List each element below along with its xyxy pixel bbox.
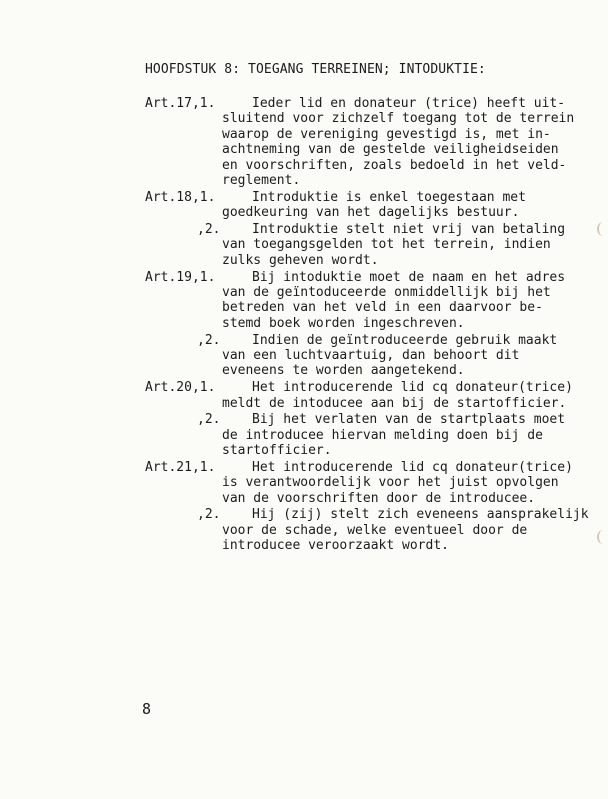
article-text-line: Het introducerende lid cq donateur(trice) — [252, 459, 573, 475]
chapter-heading: HOOFDSTUK 8: TOEGANG TERREINEN; INTODUKTIE: — [145, 62, 486, 77]
article-text-line: en voorschriften, zoals bedoeld in het veld- — [222, 157, 567, 173]
article-label: Art.20,1. — [145, 380, 216, 396]
article-text-line: Hij (zij) stelt zich eveneens aansprakelijk — [252, 507, 589, 523]
article-text-line: goedkeuring van het dagelijks bestuur. — [222, 205, 520, 221]
article-text-line: van de voorschriften door de introducee. — [222, 490, 536, 506]
article-text-line: Bij het verlaten van de startplaats moet — [252, 412, 566, 428]
article-label: Art.19,1. — [145, 269, 216, 285]
article-text-line: Indien de geïntroduceerde gebruik maakt — [252, 332, 558, 348]
article-text-line: Introduktie is enkel toegestaan met — [252, 189, 526, 205]
article-label: ,2. — [197, 222, 221, 237]
paper-stain-mark — [597, 530, 608, 544]
article-text-line: meldt de intoducee aan bij de startofficier. — [222, 395, 567, 411]
article-text-line: van toegangsgelden tot het terrein, indien — [222, 237, 551, 253]
article-text-line: introducee veroorzaakt wordt. — [222, 538, 449, 554]
article-text-line: de introducee hiervan melding doen bij de — [222, 427, 543, 443]
article-text-line: voor de schade, welke eventueel door de — [222, 522, 528, 538]
article-label: ,2. — [197, 412, 221, 428]
article-text-line: van een luchtvaartuig, dan behoort dit — [222, 348, 520, 363]
article-text-line: reglement. — [222, 173, 301, 189]
page-number: 8 — [142, 700, 152, 718]
article-text-line: waarop de vereniging gevestigd is, met in- — [222, 126, 551, 142]
article-text-line: zulks geheven wordt. — [222, 252, 379, 268]
article-text-line: Het introducerende lid cq donateur(trice) — [252, 380, 573, 396]
article-text-line: betreden van het veld in een daarvoor be- — [222, 300, 543, 316]
article-label: Art.18,1. — [145, 189, 216, 205]
paper-stain-mark — [597, 222, 608, 236]
article-text-line: Ieder lid en donateur (trice) heeft uit- — [252, 96, 566, 111]
article-text-line: sluitend voor zichzelf toegang tot de terrein — [222, 111, 575, 127]
article-text-line: Introduktie stelt niet vrij van betaling — [252, 222, 566, 237]
article-text-line: eveneens te worden aangetekend. — [222, 363, 465, 379]
article-label: ,2. — [197, 507, 221, 523]
article-text-line: startofficier. — [222, 443, 332, 459]
article-text-line: is verantwoordelijk voor het juist opvolgen — [222, 475, 559, 491]
article-text-line: stemd boek worden ingeschreven. — [222, 315, 465, 331]
article-label: Art.21,1. — [145, 459, 216, 475]
article-text-line: achtneming van de gestelde veiligheidseiden — [222, 142, 559, 158]
article-label: Art.17,1. — [145, 96, 216, 111]
article-text-line: van de geïntoduceerde onmiddellijk bij het — [222, 285, 551, 300]
article-text-line: Bij intoduktie moet de naam en het adres — [252, 269, 566, 285]
article-label: ,2. — [197, 332, 221, 348]
